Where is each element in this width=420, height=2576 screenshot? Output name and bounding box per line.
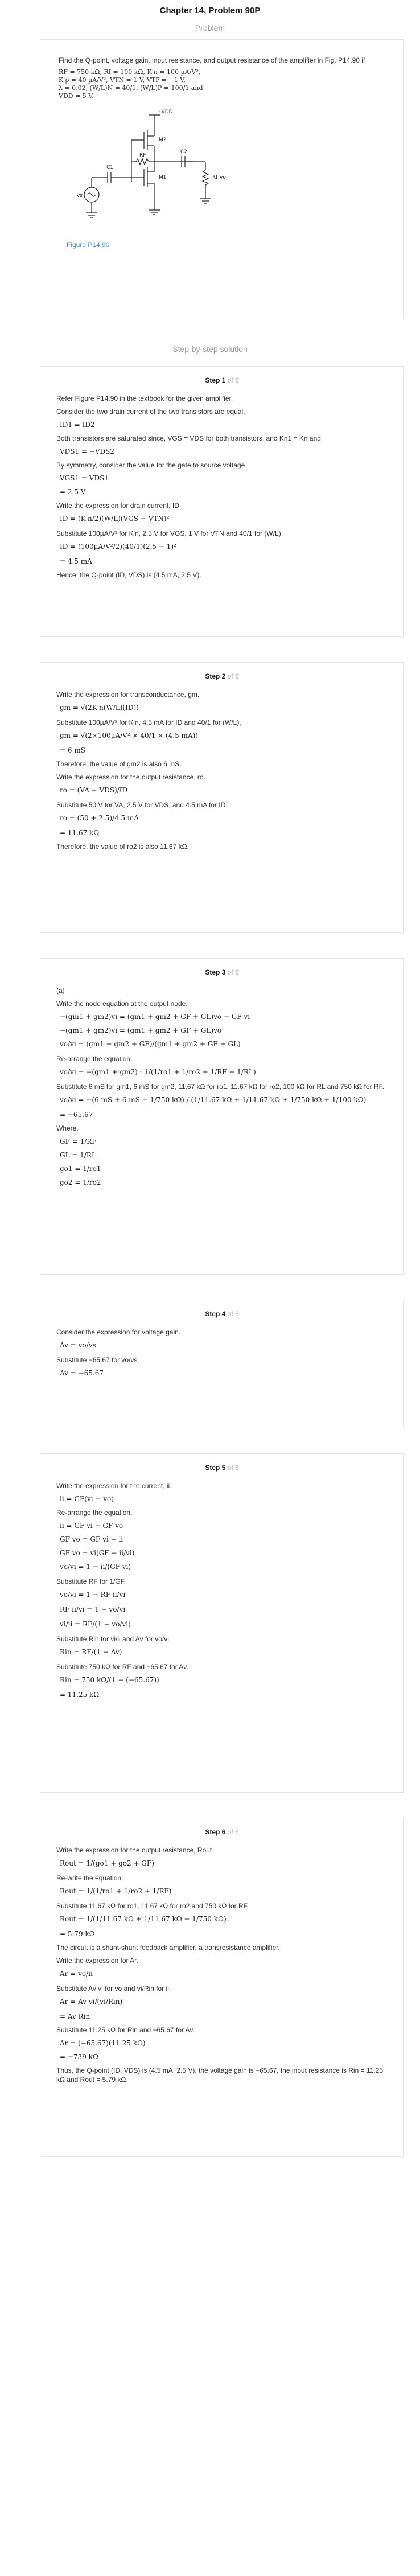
- equation: ro = (VA + VDS)/ID: [60, 786, 128, 794]
- step-line: Re-arrange the equation.: [56, 1509, 133, 1517]
- vo-label: vo: [220, 175, 226, 180]
- step-card-4: [40, 1300, 404, 1428]
- ri-label: RI: [212, 175, 217, 180]
- step-line: By symmetry, consider the value for the gate to source voltage.: [56, 461, 247, 469]
- step-line: (a): [56, 987, 65, 995]
- step-line: Substitute 100µA/V² for K'n, 4.5 mA for ID and 40/1 for (W/L),: [56, 718, 241, 726]
- step-card-2: [40, 662, 404, 933]
- equation: vo/vi = 1 − ii/(GF vi): [60, 1563, 131, 1571]
- m1-label: M1: [159, 175, 167, 180]
- solution-title: Step-by-step solution: [172, 344, 248, 354]
- chapter-title: Chapter 14, Problem 90P: [159, 6, 261, 15]
- page-header: [0, 0, 420, 32]
- vdd-label: +VDD: [157, 109, 173, 115]
- equation: Rin = RF/(1 − Av): [60, 1648, 122, 1656]
- step-line: Consider the two drain current of the two transistors are equal.: [56, 408, 245, 416]
- step-line: Substitute −65.67 for vo/vs.: [56, 1356, 139, 1364]
- c1-label: C1: [106, 165, 114, 170]
- step-line: Consider the expression for voltage gain.: [56, 1328, 181, 1336]
- equation: ro = (50 + 2.5)/4.5 mA: [60, 814, 139, 822]
- final-answer: Thus, the Q-point (ID, VDS) is (4.5 mA, 2.5 V), the voltage gain is −65.67, the input resistance is Rin = 11.25 kΩ and Rout = 5.79 kΩ.: [56, 2066, 384, 2084]
- step-heading: Step 5 of 6: [205, 1464, 239, 1472]
- equation: GF = 1/RF: [60, 1137, 97, 1145]
- problem-label: Problem: [195, 23, 225, 32]
- equation: VDS1 = −VDS2: [60, 447, 115, 455]
- step-heading: Step 3 of 6: [205, 968, 239, 976]
- circuit-figure: [69, 105, 251, 236]
- equation: Rout = 1/(go1 + go2 + GF): [60, 1859, 154, 1867]
- step-heading: Step 1 of 6: [205, 376, 239, 384]
- equation: = 11.67 kΩ: [60, 829, 100, 837]
- equation: Rin = 750 kΩ/(1 − (−65.67)): [60, 1676, 159, 1684]
- step-line: Therefore, the value of gm2 is also 6 mS.: [56, 760, 182, 768]
- m2-label: M2: [159, 137, 167, 143]
- step-line: Write the expression for the output resistance, ro.: [56, 773, 205, 781]
- step-line: Substitute 750 kΩ for RF and −65.67 for Av.: [56, 1663, 188, 1671]
- step-line: Substitute 6 mS for gm1, 6 mS for gm2, 11.67 kΩ for ro1, 11.67 kΩ for ro2, 100 kΩ for RL and 750 kΩ for RF.: [56, 1083, 384, 1091]
- step-line: Write the expression for the current, ii.: [56, 1482, 172, 1490]
- step-heading: Step 4 of 6: [205, 1310, 239, 1318]
- equation: GF vo = vi(GF − ii/vi): [60, 1549, 135, 1557]
- problem-statement: Find the Q-point, voltage gain, input resistance, and output resistance of the amplifier in Fig. P14.90 if: [59, 56, 365, 64]
- step-line: The circuit is a shunt-shunt feedback amplifier, a transresistance amplifier.: [56, 1944, 280, 1951]
- step-card-1: [40, 366, 404, 637]
- step-line: Both transistors are saturated since, VGS = VDS for both transistors, and Kn1 = Kn and: [56, 434, 321, 442]
- equation: = 2.5 V: [60, 488, 86, 496]
- equation: = Av Rin: [60, 2012, 90, 2020]
- equation: −(gm1 + gm2)vi = (gm1 + gm2 + GF + GL)vo: [60, 1026, 222, 1034]
- step-line: Write the expression for Ar.: [56, 1957, 138, 1965]
- equation: = 11.25 kΩ: [60, 1691, 100, 1699]
- equation: Ar = vo/ii: [60, 1970, 93, 1978]
- equation: ii = GF vi − GF vo: [60, 1522, 123, 1530]
- c2-label: C2: [180, 149, 188, 155]
- step-heading: Step 6 of 6: [205, 1828, 239, 1836]
- equation: vo/vi = 1 − RF ii/vi: [60, 1591, 126, 1599]
- equation: gm = √(2K'n(W/L)(ID)): [60, 704, 139, 712]
- equation: −(gm1 + gm2)vi = (gm1 + gm2 + GF + GL)vo − GF vi: [60, 1013, 250, 1021]
- equation: Ar = Av vi/(vi/Rin): [60, 1998, 123, 2006]
- equation: go1 = 1/ro1: [60, 1165, 101, 1173]
- step-line: Hence, the Q-point (ID, VDS) is (4.5 mA, 2.5 V).: [56, 571, 201, 579]
- step-line: Therefore, the value of ro2 is also 11.67 kΩ.: [56, 843, 189, 851]
- step-line: Substitute 11.67 kΩ for ro1, 11.67 kΩ for ro2 and 750 kΩ for RF.: [56, 1902, 249, 1910]
- equation: VGS1 = VDS1: [60, 474, 109, 482]
- equation: Av = −65.67: [60, 1369, 104, 1377]
- step-line: Where,: [56, 1124, 79, 1132]
- equation: = −739 kΩ: [60, 2053, 98, 2061]
- equation: ID = (100µA/V²/2)(40/1)(2.5 − 1)²: [60, 543, 176, 550]
- equation: vo/vi = −(6 mS + 6 mS − 1/750 kΩ) / (1/11.67 kΩ + 1/11.67 kΩ + 1/750 kΩ + 1/100 kΩ): [60, 1096, 367, 1104]
- step-line: Write the expression for transconductance, gm.: [56, 691, 200, 699]
- equation: vo/vi = −(gm1 + gm2) · 1/(1/ro1 + 1/ro2 + 1/RF + 1/RL): [60, 1068, 256, 1076]
- step-line: Write the node equation at the output node.: [56, 1000, 188, 1008]
- equation: go2 = 1/ro2: [60, 1178, 101, 1186]
- equation: = −65.67: [60, 1111, 93, 1119]
- equation: ii = GF(vi − vo): [60, 1495, 114, 1503]
- equation: GL = 1/RL: [60, 1151, 96, 1159]
- equation: gm = √(2×100µA/V² × 40/1 × (4.5 mA)): [60, 732, 198, 739]
- equation: ID = (K'n/2)(W/L)(VGS − VTN)²: [60, 515, 170, 523]
- step-line: Substitute RF for 1/GF.: [56, 1577, 126, 1585]
- equation: GF vo = GF vi − ii: [60, 1535, 123, 1543]
- step-line: Write the expression for drain current, ID.: [56, 502, 182, 510]
- equation: Rout = 1/(1/ro1 + 1/ro2 + 1/RF): [60, 1887, 172, 1895]
- equation: Av = vo/vs: [60, 1341, 96, 1349]
- step-card-3: [40, 958, 404, 1275]
- step-card-6: [40, 1818, 404, 2157]
- step-card-5: [40, 1453, 404, 1793]
- param-line-2: K'p = 40 µA/V², VTN = 1 V, VTP = −1 V,: [59, 76, 186, 84]
- equation: Ar = (−65.67)(11.25 kΩ): [60, 2039, 146, 2047]
- step-line: Substitute 50 V for VA, 2.5 V for VDS, and 4.5 mA for ID.: [56, 801, 228, 809]
- equation: Rout = 1/(1/11.67 kΩ + 1/11.67 kΩ + 1/750 kΩ): [60, 1915, 227, 1923]
- step-line: Refer Figure P14.90 in the textbook for the given amplifier.: [56, 395, 233, 402]
- equation: = 4.5 mA: [60, 557, 92, 565]
- step-line: Substitute 100µA/V² for K'n, 2.5 V for VGS, 1 V for VTN and 40/1 for (W/L),: [56, 529, 283, 537]
- rf-label: RF: [139, 153, 146, 158]
- equation: ID1 = ID2: [60, 421, 95, 429]
- step-line: Re-write the equation.: [56, 1874, 123, 1882]
- vs-label: vs: [77, 193, 83, 199]
- step-line: Substitute 11.25 kΩ for Rin and −65.67 for Av.: [56, 2026, 195, 2034]
- equation: vo/vi = (gm1 + gm2 + GF)/(gm1 + gm2 + GF + GL): [60, 1040, 241, 1048]
- param-line-4: VDD = 5 V.: [59, 92, 94, 100]
- equation: RF ii/vi = 1 − vo/vi: [60, 1605, 126, 1613]
- param-line-1: RF = 750 kΩ, RI = 100 kΩ, K'n = 100 µA/V²,: [59, 68, 201, 76]
- step-line: Write the expression for the output resistance, Rout.: [56, 1846, 214, 1854]
- step-line: Substitute Rin for vi/ii and Av for vo/vi.: [56, 1635, 171, 1643]
- equation: = 6 mS: [60, 746, 85, 754]
- step-line: Substitute Av vi for vo and vi/Rin for ii.: [56, 1985, 171, 1992]
- problem-card: [40, 39, 404, 319]
- figure-caption: Figure P14.90: [67, 241, 110, 249]
- step-line: Re-arrange the equation.: [56, 1055, 133, 1063]
- equation: = 5.79 kΩ: [60, 1930, 95, 1938]
- equation: vi/ii = RF/(1 − vo/vi): [60, 1620, 131, 1628]
- step-heading: Step 2 of 6: [205, 672, 239, 680]
- param-line-3: λ = 0.02, (W/L)N = 40/1, (W/L)P = 100/1 and: [59, 84, 203, 92]
